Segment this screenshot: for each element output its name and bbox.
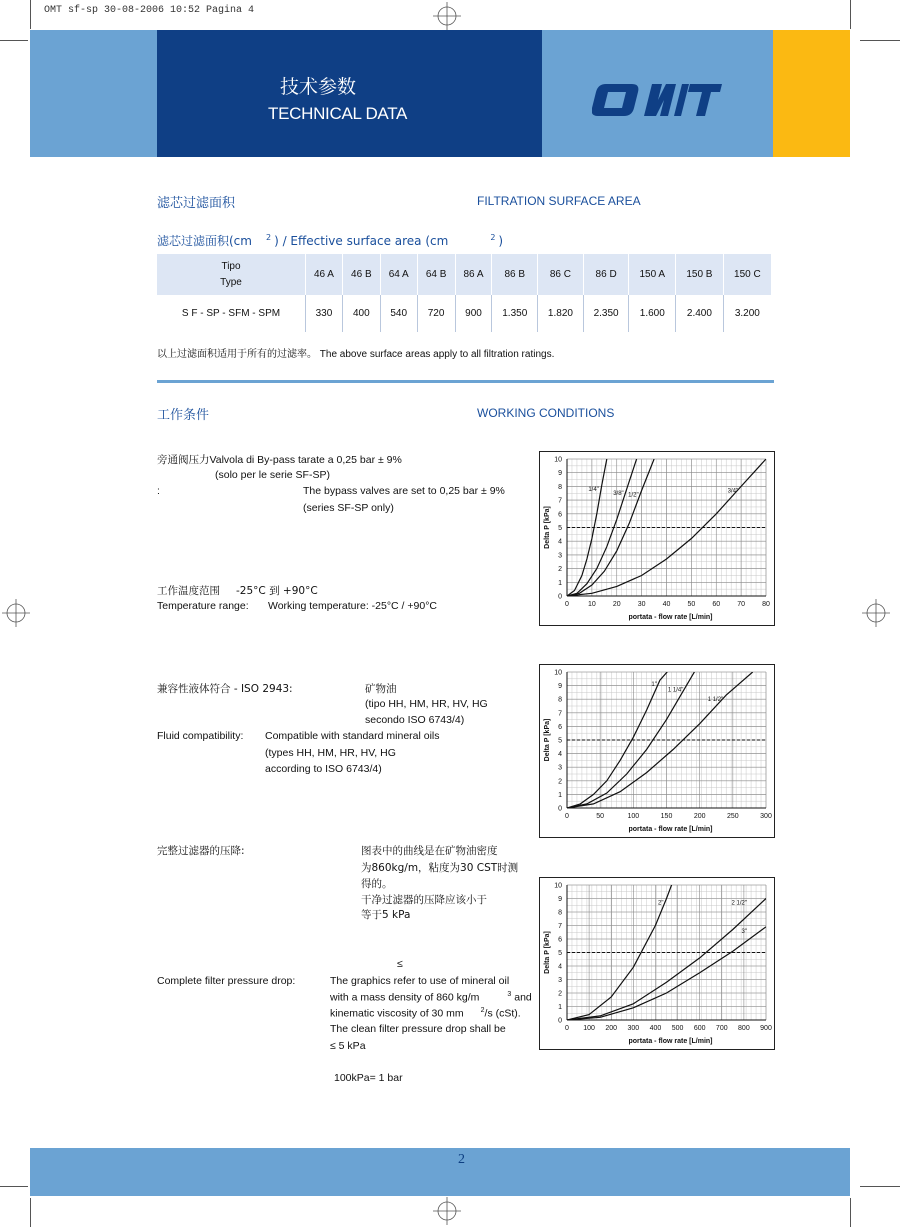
pressure-text-cn-1: 图表中的曲线是在矿物油密度: [361, 845, 498, 857]
y-axis-label: Delta P [kPa]: [544, 718, 551, 762]
table-cell: 400: [342, 295, 380, 332]
pressure-text-en-5: ≤ 5 kPa: [330, 1040, 366, 1052]
type-label-cell: Tipo Type: [157, 254, 306, 295]
column-header: 86 B: [492, 254, 538, 295]
table-cell: 900: [455, 295, 492, 332]
y-tick-label: 8: [558, 696, 562, 704]
column-header: 86 A: [455, 254, 492, 295]
pressure-text-en-1: The graphics refer to use of mineral oil: [330, 975, 510, 987]
y-axis-label: Delta P [kPa]: [544, 506, 551, 549]
x-axis-label: portata - flow rate [L/min]: [628, 1038, 713, 1045]
title-chinese: 技术参数: [280, 76, 357, 98]
pressure-drop-chart-3: [539, 877, 775, 1050]
table-row: [157, 295, 771, 332]
pressure-text-cn-5: 等于5 kPa: [361, 909, 411, 921]
y-axis-label: Delta P [kPa]: [544, 931, 551, 974]
y-tick-label: 3: [558, 552, 562, 560]
y-tick-label: 2: [558, 990, 562, 998]
y-tick-label: 7: [558, 497, 562, 505]
footer-band: [30, 1148, 850, 1196]
series-label: 2 1/2": [731, 900, 747, 907]
y-tick-label: 8: [558, 909, 562, 917]
registration-mark-bottom-icon: [430, 1197, 464, 1227]
pressure-label-cn: 完整过滤器的压降:: [157, 845, 245, 857]
x-tick-label: 40: [662, 601, 671, 608]
x-tick-label: 0: [565, 1025, 569, 1032]
series-label: 3": [741, 928, 747, 935]
pressure-drop-chart-1: [539, 451, 775, 626]
y-tick-label: 6: [558, 936, 562, 944]
y-tick-label: 10: [554, 882, 562, 890]
x-tick-label: 300: [627, 1025, 640, 1032]
table-cell: 330: [306, 295, 343, 332]
table-cell: 2.350: [583, 295, 629, 332]
surface-area-table: [157, 254, 771, 332]
table-header-row: [157, 254, 771, 295]
x-axis-label: portata - flow rate [L/min]: [628, 614, 713, 621]
fluid-value-cn-3: secondo ISO 6743/4): [365, 714, 465, 726]
y-tick-label: 10: [554, 456, 562, 464]
pressure-text-cn-3: 得的。: [361, 878, 393, 890]
x-tick-label: 800: [738, 1025, 750, 1032]
y-tick-label: 10: [554, 669, 562, 677]
y-tick-label: 4: [558, 963, 562, 971]
bypass-line-it-2: (solo per le serie SF-SP): [215, 469, 330, 481]
x-tick-label: 70: [737, 601, 746, 608]
series-label: 1/2": [628, 492, 639, 499]
x-tick-label: 20: [612, 601, 621, 608]
working-heading-cn: 工作条件: [157, 408, 210, 423]
fluid-value-en: Compatible with standard mineral oils: [265, 730, 440, 742]
working-heading-en: WORKING CONDITIONS: [477, 406, 615, 420]
pressure-text-en-4: The clean filter pressure drop shall be: [330, 1023, 506, 1035]
x-tick-label: 200: [693, 813, 706, 820]
series-label: 3/4": [727, 488, 739, 495]
x-tick-label: 300: [760, 813, 772, 820]
y-tick-label: 0: [558, 1017, 562, 1025]
column-header: 64 A: [380, 254, 417, 295]
y-tick-label: 6: [558, 511, 562, 519]
yellow-accent-bar: [773, 30, 850, 157]
registration-mark-left-icon: [0, 596, 34, 630]
x-tick-label: 700: [715, 1025, 728, 1032]
bypass-line-it: 旁通阀压力Valvola di By-pass tarate a 0,25 bar ± 9%: [157, 454, 402, 466]
x-tick-label: 200: [605, 1025, 618, 1032]
page-number: 2: [458, 1152, 465, 1167]
y-tick-label: 2: [558, 566, 562, 574]
registration-mark-right-icon: [862, 596, 896, 630]
x-tick-label: 400: [649, 1025, 662, 1032]
page-title: TECHNICAL DATA: [268, 104, 408, 123]
column-header: 64 B: [417, 254, 455, 295]
section-divider: [157, 380, 774, 383]
series-label: 1": [651, 682, 657, 689]
table-cell: 3.200: [723, 295, 771, 332]
y-tick-label: 0: [558, 593, 562, 601]
pressure-text-cn-2: 为860kg/m，粘度为30 CST时测: [361, 862, 519, 874]
y-tick-label: 5: [558, 525, 562, 532]
unit-conversion: 100kPa= 1 bar: [334, 1072, 403, 1084]
series-label: 1 1/2": [707, 697, 724, 704]
y-tick-label: 7: [558, 710, 562, 718]
print-header: OMT sf-sp 30-08-2006 10:52 Pagina 4: [44, 5, 255, 16]
x-axis-label: portata - flow rate [L/min]: [628, 826, 713, 833]
fluid-value-cn-2: (tipo HH, HM, HR, HV, HG: [365, 698, 488, 710]
surface-area-subheading: 滤芯过滤面积(cm $^2$ ) / Effective surface area (cm $^2$ ): [157, 233, 504, 248]
column-header: 46 B: [342, 254, 380, 295]
temperature-label-en: Temperature range:: [157, 600, 249, 612]
y-tick-label: 2: [558, 778, 562, 786]
temperature-label-cn: 工作温度范围: [157, 585, 220, 597]
pressure-label-en: Complete filter pressure drop:: [157, 975, 296, 987]
series-label: 1 1/4": [667, 687, 684, 694]
registration-mark-top-icon: [430, 0, 464, 30]
y-tick-label: 9: [558, 470, 562, 478]
fluid-value-cn: 矿物油: [365, 683, 397, 695]
column-header: 86 D: [583, 254, 629, 295]
bypass-colon: :: [157, 485, 160, 497]
x-tick-label: 0: [565, 601, 569, 608]
surface-area-note: 以上过滤面积适用于所有的过滤率。 The above surface areas apply to all filtration ratings.: [157, 349, 555, 360]
x-tick-label: 10: [587, 601, 596, 608]
temperature-value-cn: -25°C 到 +90°C: [236, 585, 318, 597]
x-tick-label: 60: [712, 601, 721, 608]
x-tick-label: 50: [687, 601, 696, 608]
series-line: [567, 665, 673, 808]
pressure-text-en-2: with a mass density of 860 kg/m $^3$ and: [330, 991, 532, 1004]
filtration-heading-cn: 滤芯过滤面积: [157, 196, 236, 211]
y-tick-label: 1: [558, 579, 562, 587]
fluid-label-en: Fluid compatibility:: [157, 730, 244, 742]
x-tick-label: 500: [671, 1025, 684, 1032]
bypass-line-en-2: (series SF-SP only): [303, 502, 394, 514]
y-tick-label: 5: [558, 950, 562, 957]
temperature-value-en: Working temperature: -25°C / +90°C: [268, 600, 437, 612]
table-cell: 540: [380, 295, 417, 332]
y-tick-label: 1: [558, 791, 562, 799]
y-tick-label: 8: [558, 483, 562, 491]
table-cell: 1.600: [629, 295, 676, 332]
column-header: 150 B: [676, 254, 724, 295]
pressure-text-cn-4: 干净过滤器的压降应该小于: [361, 894, 487, 906]
series-label: 3/8": [613, 491, 624, 498]
pressure-text-en-3: kinematic viscosity of 30 mm $^2$/s (cSt).: [330, 1007, 521, 1020]
column-header: 150 A: [629, 254, 676, 295]
y-tick-label: 9: [558, 683, 562, 691]
x-tick-label: 50: [596, 813, 605, 820]
x-tick-label: 900: [760, 1025, 772, 1032]
bypass-line-en: The bypass valves are set to 0,25 bar ± 9%: [303, 485, 505, 497]
x-tick-label: 0: [565, 813, 569, 820]
y-tick-label: 5: [558, 737, 562, 745]
series-label: 2": [658, 900, 664, 907]
x-tick-label: 600: [693, 1025, 706, 1032]
x-tick-label: 250: [726, 813, 739, 820]
y-tick-label: 4: [558, 538, 562, 546]
x-tick-label: 100: [627, 813, 640, 820]
leq-symbol: ≤: [397, 958, 403, 970]
x-tick-label: 80: [762, 601, 770, 608]
series-label: 1/4": [588, 487, 599, 494]
table-cell: 1.820: [538, 295, 584, 332]
fluid-value-en-2: (types HH, HM, HR, HV, HG: [265, 747, 396, 759]
table-cell: 2.400: [676, 295, 724, 332]
omt-logo-icon: [592, 82, 722, 118]
x-tick-label: 30: [637, 601, 646, 608]
y-tick-label: 6: [558, 723, 562, 731]
y-tick-label: 9: [558, 896, 562, 903]
x-tick-label: 150: [660, 813, 673, 820]
column-header: 150 C: [723, 254, 771, 295]
y-tick-label: 0: [558, 805, 562, 813]
pressure-drop-chart-2: [539, 664, 775, 838]
y-tick-label: 3: [558, 764, 562, 772]
row-label: S F - SP - SFM - SPM: [181, 308, 281, 319]
filtration-heading-en: FILTRATION SURFACE AREA: [477, 194, 641, 208]
y-tick-label: 3: [558, 977, 562, 984]
fluid-label-cn: 兼容性液体符合 - ISO 2943:: [157, 683, 293, 695]
y-tick-label: 4: [558, 751, 562, 759]
y-tick-label: 7: [558, 923, 562, 930]
fluid-value-en-3: according to ISO 6743/4): [265, 763, 382, 775]
table-cell: 1.350: [492, 295, 538, 332]
x-tick-label: 100: [583, 1025, 595, 1032]
y-tick-label: 1: [558, 1004, 562, 1011]
column-header: 86 C: [538, 254, 584, 295]
column-header: 46 A: [306, 254, 343, 295]
table-cell: 720: [417, 295, 455, 332]
